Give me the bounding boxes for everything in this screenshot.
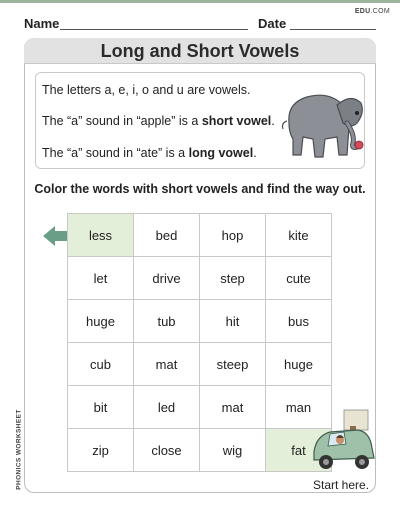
grid-cell[interactable]: step <box>200 257 266 300</box>
elephant-illustration <box>277 83 365 165</box>
grid-cell[interactable]: tub <box>134 300 200 343</box>
grid-cell[interactable]: mat <box>200 386 266 429</box>
grid-cell[interactable]: man <box>266 386 332 429</box>
grid-cell[interactable]: huge <box>266 343 332 386</box>
grid-cell[interactable]: mat <box>134 343 200 386</box>
grid-cell[interactable]: fat <box>266 429 332 472</box>
grid-cell[interactable]: bed <box>134 214 200 257</box>
word-maze-grid <box>67 213 332 472</box>
grid-cell[interactable]: wig <box>200 429 266 472</box>
top-accent-line <box>0 0 400 3</box>
grid-cell[interactable]: close <box>134 429 200 472</box>
grid-cell[interactable]: huge <box>68 300 134 343</box>
name-label: Name <box>24 16 60 31</box>
grid-cell[interactable]: bus <box>266 300 332 343</box>
info-line-3: The “a” sound in “ate” is a long vowel. <box>42 146 257 160</box>
grid-cell[interactable]: steep <box>200 343 266 386</box>
side-label: PHONICS WORKSHEET <box>15 409 23 490</box>
grid-cell[interactable]: bit <box>68 386 134 429</box>
date-line <box>290 29 376 30</box>
grid-cell[interactable]: kite <box>266 214 332 257</box>
info-line-2: The “a” sound in “apple” is a short vowel. <box>42 114 275 128</box>
grid-cell[interactable]: led <box>134 386 200 429</box>
grid-cell[interactable]: let <box>68 257 134 300</box>
date-label: Date <box>258 16 287 31</box>
info-line-1: The letters a, e, i, o and u are vowels. <box>42 83 251 97</box>
car-illustration <box>310 408 378 474</box>
start-here-label: Start here. <box>313 478 370 492</box>
grid-cell[interactable]: hop <box>200 214 266 257</box>
grid-cell[interactable]: hit <box>200 300 266 343</box>
worksheet-title: Long and Short Vowels <box>24 38 376 64</box>
grid-cell[interactable]: zip <box>68 429 134 472</box>
name-line <box>60 29 248 30</box>
grid-cell[interactable]: cub <box>68 343 134 386</box>
logo: EDU.COM <box>354 8 390 15</box>
grid-cell[interactable]: drive <box>134 257 200 300</box>
instruction-text: Color the words with short vowels and find the way out. <box>34 182 366 196</box>
grid-cell[interactable]: less <box>68 214 134 257</box>
grid-cell[interactable]: cute <box>266 257 332 300</box>
